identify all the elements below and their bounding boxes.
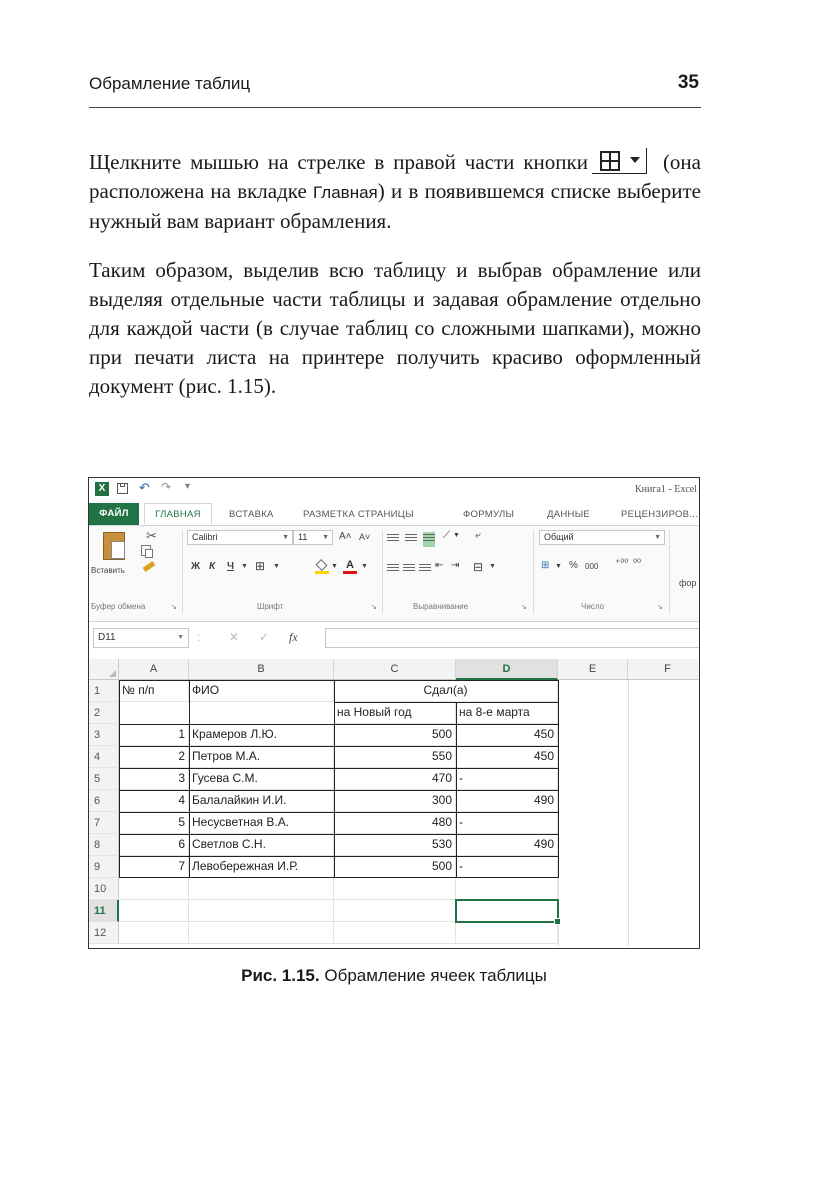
row-header-5[interactable]: 5 (89, 768, 119, 790)
font-launcher-icon[interactable]: ↘ (371, 604, 377, 611)
borders-grid-icon (600, 151, 620, 171)
font-color-bar (343, 571, 357, 574)
bold-button[interactable]: Ж (191, 561, 201, 572)
cell-d8[interactable]: 490 (456, 834, 558, 856)
cell-b1[interactable]: ФИО (189, 680, 334, 702)
title-bar (89, 478, 699, 500)
row-header-9[interactable]: 9 (89, 856, 119, 878)
cell-a4[interactable]: 2 (119, 746, 189, 768)
paragraph-1-text-a: Щелкните мышью на стрелке в правой части кнопки (89, 150, 588, 174)
formula-bar-separator: : (197, 630, 201, 644)
cell-a3[interactable]: 1 (119, 724, 189, 746)
copy-icon[interactable] (141, 545, 151, 556)
ribbon-tabs (89, 503, 699, 526)
enter-icon[interactable]: ✓ (259, 630, 270, 644)
cell-a7[interactable]: 5 (119, 812, 189, 834)
italic-button[interactable]: К (209, 561, 216, 572)
cell-b4[interactable]: Петров М.А. (189, 746, 334, 768)
cut-icon[interactable]: ✂ (146, 528, 157, 543)
cell-b6[interactable]: Балалайкин И.И. (189, 790, 334, 812)
redo-icon[interactable]: ↷ (161, 480, 172, 494)
dropdown-arrow-icon (630, 157, 640, 163)
row-header-10[interactable]: 10 (89, 878, 119, 900)
column-header-b[interactable]: B (189, 659, 334, 680)
figure-caption-label: Рис. 1.15. (241, 966, 320, 985)
select-all-corner[interactable] (89, 659, 119, 680)
cell-b9[interactable]: Левобережная И.Р. (189, 856, 334, 878)
home-tab-word: Главная (313, 183, 378, 202)
align-middle-icon[interactable] (405, 534, 417, 544)
column-header-c[interactable]: C (334, 659, 456, 680)
chevron-down-icon[interactable]: ▼ (273, 563, 280, 570)
row-header-8[interactable]: 8 (89, 834, 119, 856)
align-bottom-icon[interactable] (423, 532, 435, 547)
row-header-12[interactable]: 12 (89, 922, 119, 944)
chevron-down-icon[interactable]: ▼ (489, 563, 496, 570)
decrease-indent-icon[interactable]: ⇤ (435, 560, 444, 571)
paste-label[interactable]: Вставить (91, 566, 125, 575)
align-right-icon[interactable] (419, 564, 431, 574)
number-launcher-icon[interactable]: ↘ (657, 604, 663, 611)
increase-indent-icon[interactable]: ⇥ (451, 560, 460, 571)
column-header-f[interactable]: F (628, 659, 700, 680)
row-header-11[interactable]: 11 (89, 900, 119, 922)
font-size-value: 11 (298, 532, 308, 542)
align-left-icon[interactable] (387, 564, 399, 574)
cell-b3[interactable]: Крамеров Л.Ю. (189, 724, 334, 746)
running-head (89, 72, 701, 98)
cell-d7[interactable]: - (456, 812, 558, 834)
save-icon[interactable] (117, 483, 128, 494)
chevron-down-icon: ▼ (322, 534, 329, 541)
chevron-down-icon[interactable]: ▼ (453, 532, 460, 539)
active-cell-d11[interactable] (455, 899, 559, 923)
cell-b7[interactable]: Несусветная В.А. (189, 812, 334, 834)
figure-caption (88, 966, 700, 986)
cell-c10[interactable] (334, 878, 456, 900)
chevron-down-icon[interactable]: ▼ (361, 563, 368, 570)
chevron-down-icon[interactable]: ▼ (241, 563, 248, 570)
cell-c6[interactable]: 300 (334, 790, 456, 812)
excel-logo-icon: X (95, 482, 109, 496)
tab-page-layout[interactable]: РАЗМЕТКА СТРАНИЦЫ (303, 509, 414, 520)
align-center-icon[interactable] (403, 564, 415, 574)
header-rule (89, 107, 701, 108)
tab-review[interactable]: РЕЦЕНЗИРОВ... (621, 509, 699, 520)
tab-insert[interactable]: ВСТАВКА (229, 509, 274, 520)
row-header-6[interactable]: 6 (89, 790, 119, 812)
align-top-icon[interactable] (387, 534, 399, 544)
cell-a8[interactable]: 6 (119, 834, 189, 856)
cancel-icon[interactable]: ✕ (229, 630, 240, 644)
cell-c2[interactable]: на Новый год (334, 702, 456, 724)
chevron-down-icon: ▼ (282, 534, 289, 541)
cell-c8[interactable]: 530 (334, 834, 456, 856)
cell-d10[interactable] (456, 878, 558, 900)
increase-decimal-button[interactable]: ⁺⁰⁰ (615, 558, 629, 569)
cell-c7[interactable]: 480 (334, 812, 456, 834)
cell-c11[interactable] (334, 900, 456, 922)
column-header-d[interactable]: D (456, 659, 558, 680)
cell-b12[interactable] (189, 922, 334, 944)
cell-c5[interactable]: 470 (334, 768, 456, 790)
group-font-label: Шрифт (257, 602, 284, 611)
grow-font-button[interactable]: A˄ (339, 531, 352, 542)
paragraph-1-text-b: (она расположена на вкладке (89, 150, 701, 203)
font-name-value: Calibri (192, 532, 218, 542)
tab-data[interactable]: ДАННЫЕ (547, 509, 591, 520)
cell-c12[interactable] (334, 922, 456, 944)
cell-d5[interactable]: - (456, 768, 558, 790)
row-header-3[interactable]: 3 (89, 724, 119, 746)
figure-caption-text: Обрамление ячеек таблицы (324, 966, 547, 985)
number-format-combo[interactable] (539, 530, 665, 545)
group-alignment-label: Выравнивание (413, 602, 469, 611)
cell-a1[interactable]: № п/п (119, 680, 189, 702)
font-size-combo[interactable] (293, 530, 333, 545)
tab-formulas[interactable]: ФОРМУЛЫ (463, 509, 515, 520)
cell-a6[interactable]: 4 (119, 790, 189, 812)
font-color-letter: A (346, 559, 354, 571)
underline-button[interactable]: Ч (227, 561, 235, 572)
cell-c1-merged[interactable]: Сдал(а) (334, 680, 558, 702)
column-header-a[interactable]: A (119, 659, 189, 680)
number-format-value: Общий (544, 532, 574, 542)
currency-format-button[interactable]: ⊞ (541, 560, 550, 571)
name-box-value: D11 (98, 632, 116, 643)
column-header-e[interactable]: E (558, 659, 628, 680)
cell-c4[interactable]: 550 (334, 746, 456, 768)
shrink-font-button[interactable]: A˅ (359, 532, 371, 542)
fill-color-icon[interactable] (315, 560, 329, 574)
borders-button[interactable]: ⊞ (255, 559, 266, 573)
chevron-down-icon: ▼ (654, 534, 661, 541)
cell-d6[interactable]: 490 (456, 790, 558, 812)
cell-d2[interactable]: на 8-е марта (456, 702, 558, 724)
chevron-down-icon[interactable]: ▼ (331, 563, 338, 570)
cell-a12[interactable] (119, 922, 189, 944)
cell-b8[interactable]: Светлов С.Н. (189, 834, 334, 856)
window-title: Книга1 - Excel (634, 484, 697, 495)
cell-b10[interactable] (189, 878, 334, 900)
decrease-decimal-button[interactable]: ⁰⁰ (633, 558, 642, 569)
wrap-text-icon[interactable]: ⤶ (475, 530, 481, 541)
clipboard-launcher-icon[interactable]: ↘ (171, 604, 177, 611)
ribbon (89, 526, 699, 621)
row-header-4[interactable]: 4 (89, 746, 119, 768)
borders-button-glyph (592, 148, 654, 174)
cell-a11[interactable] (119, 900, 189, 922)
cell-d3[interactable]: 450 (456, 724, 558, 746)
chevron-down-icon[interactable]: ▼ (555, 563, 562, 570)
cell-c3[interactable]: 500 (334, 724, 456, 746)
paragraph-1-text-c: ) и в появившемся списке выберите нужный вам вариант обрамления. (89, 179, 701, 233)
cell-b11[interactable] (189, 900, 334, 922)
insert-function-icon[interactable]: fx (289, 630, 298, 644)
cell-a9[interactable]: 7 (119, 856, 189, 878)
format-painter-icon[interactable] (143, 561, 156, 572)
group-clipboard-label: Буфер обмена (91, 602, 146, 611)
thousands-format-button[interactable]: 000 (585, 562, 599, 571)
chevron-down-icon: ▼ (177, 634, 184, 641)
merge-center-icon[interactable]: ⊟ (473, 560, 484, 574)
cell-a5[interactable]: 3 (119, 768, 189, 790)
row-header-1[interactable]: 1 (89, 680, 119, 702)
cell-d9[interactable]: - (456, 856, 558, 878)
undo-icon[interactable]: ↶ (139, 480, 150, 495)
alignment-launcher-icon[interactable]: ↘ (521, 604, 527, 611)
orientation-icon[interactable]: ⟋ (443, 530, 450, 541)
percent-format-button[interactable]: % (569, 560, 578, 571)
font-color-button[interactable] (343, 559, 357, 575)
name-box[interactable] (93, 628, 189, 648)
page-number: 35 (677, 72, 699, 93)
formula-input[interactable] (325, 628, 700, 648)
tab-home[interactable]: ГЛАВНАЯ (144, 503, 212, 525)
group-number-label: Число (581, 602, 605, 611)
font-name-combo[interactable] (187, 530, 293, 545)
tab-file[interactable]: ФАЙЛ (89, 503, 139, 525)
paragraph-1 (89, 148, 701, 236)
cell-d12[interactable] (456, 922, 558, 944)
section-title: Обрамление таблиц (89, 74, 251, 93)
row-header-7[interactable]: 7 (89, 812, 119, 834)
styles-group-partial[interactable]: фор (679, 578, 697, 588)
cell-c9[interactable]: 500 (334, 856, 456, 878)
cell-b5[interactable]: Гусева С.М. (189, 768, 334, 790)
cell-d4[interactable]: 450 (456, 746, 558, 768)
excel-screenshot (88, 477, 700, 949)
cell-a10[interactable] (119, 878, 189, 900)
formula-bar (89, 628, 699, 650)
customize-toolbar-icon[interactable]: ▾ (185, 481, 191, 492)
paragraph-2: Таким образом, выделив всю таблицу и выбрав обрамление или выделяя отдельные части таблицы и задавая обрамление отдельно для каждой части (в случае таблиц со сложными шапками), можно при печати листа на принтере получить красиво оформленный документ (рис. 1.15). (89, 258, 701, 398)
paste-icon[interactable] (103, 532, 125, 560)
row-header-2[interactable]: 2 (89, 702, 119, 724)
